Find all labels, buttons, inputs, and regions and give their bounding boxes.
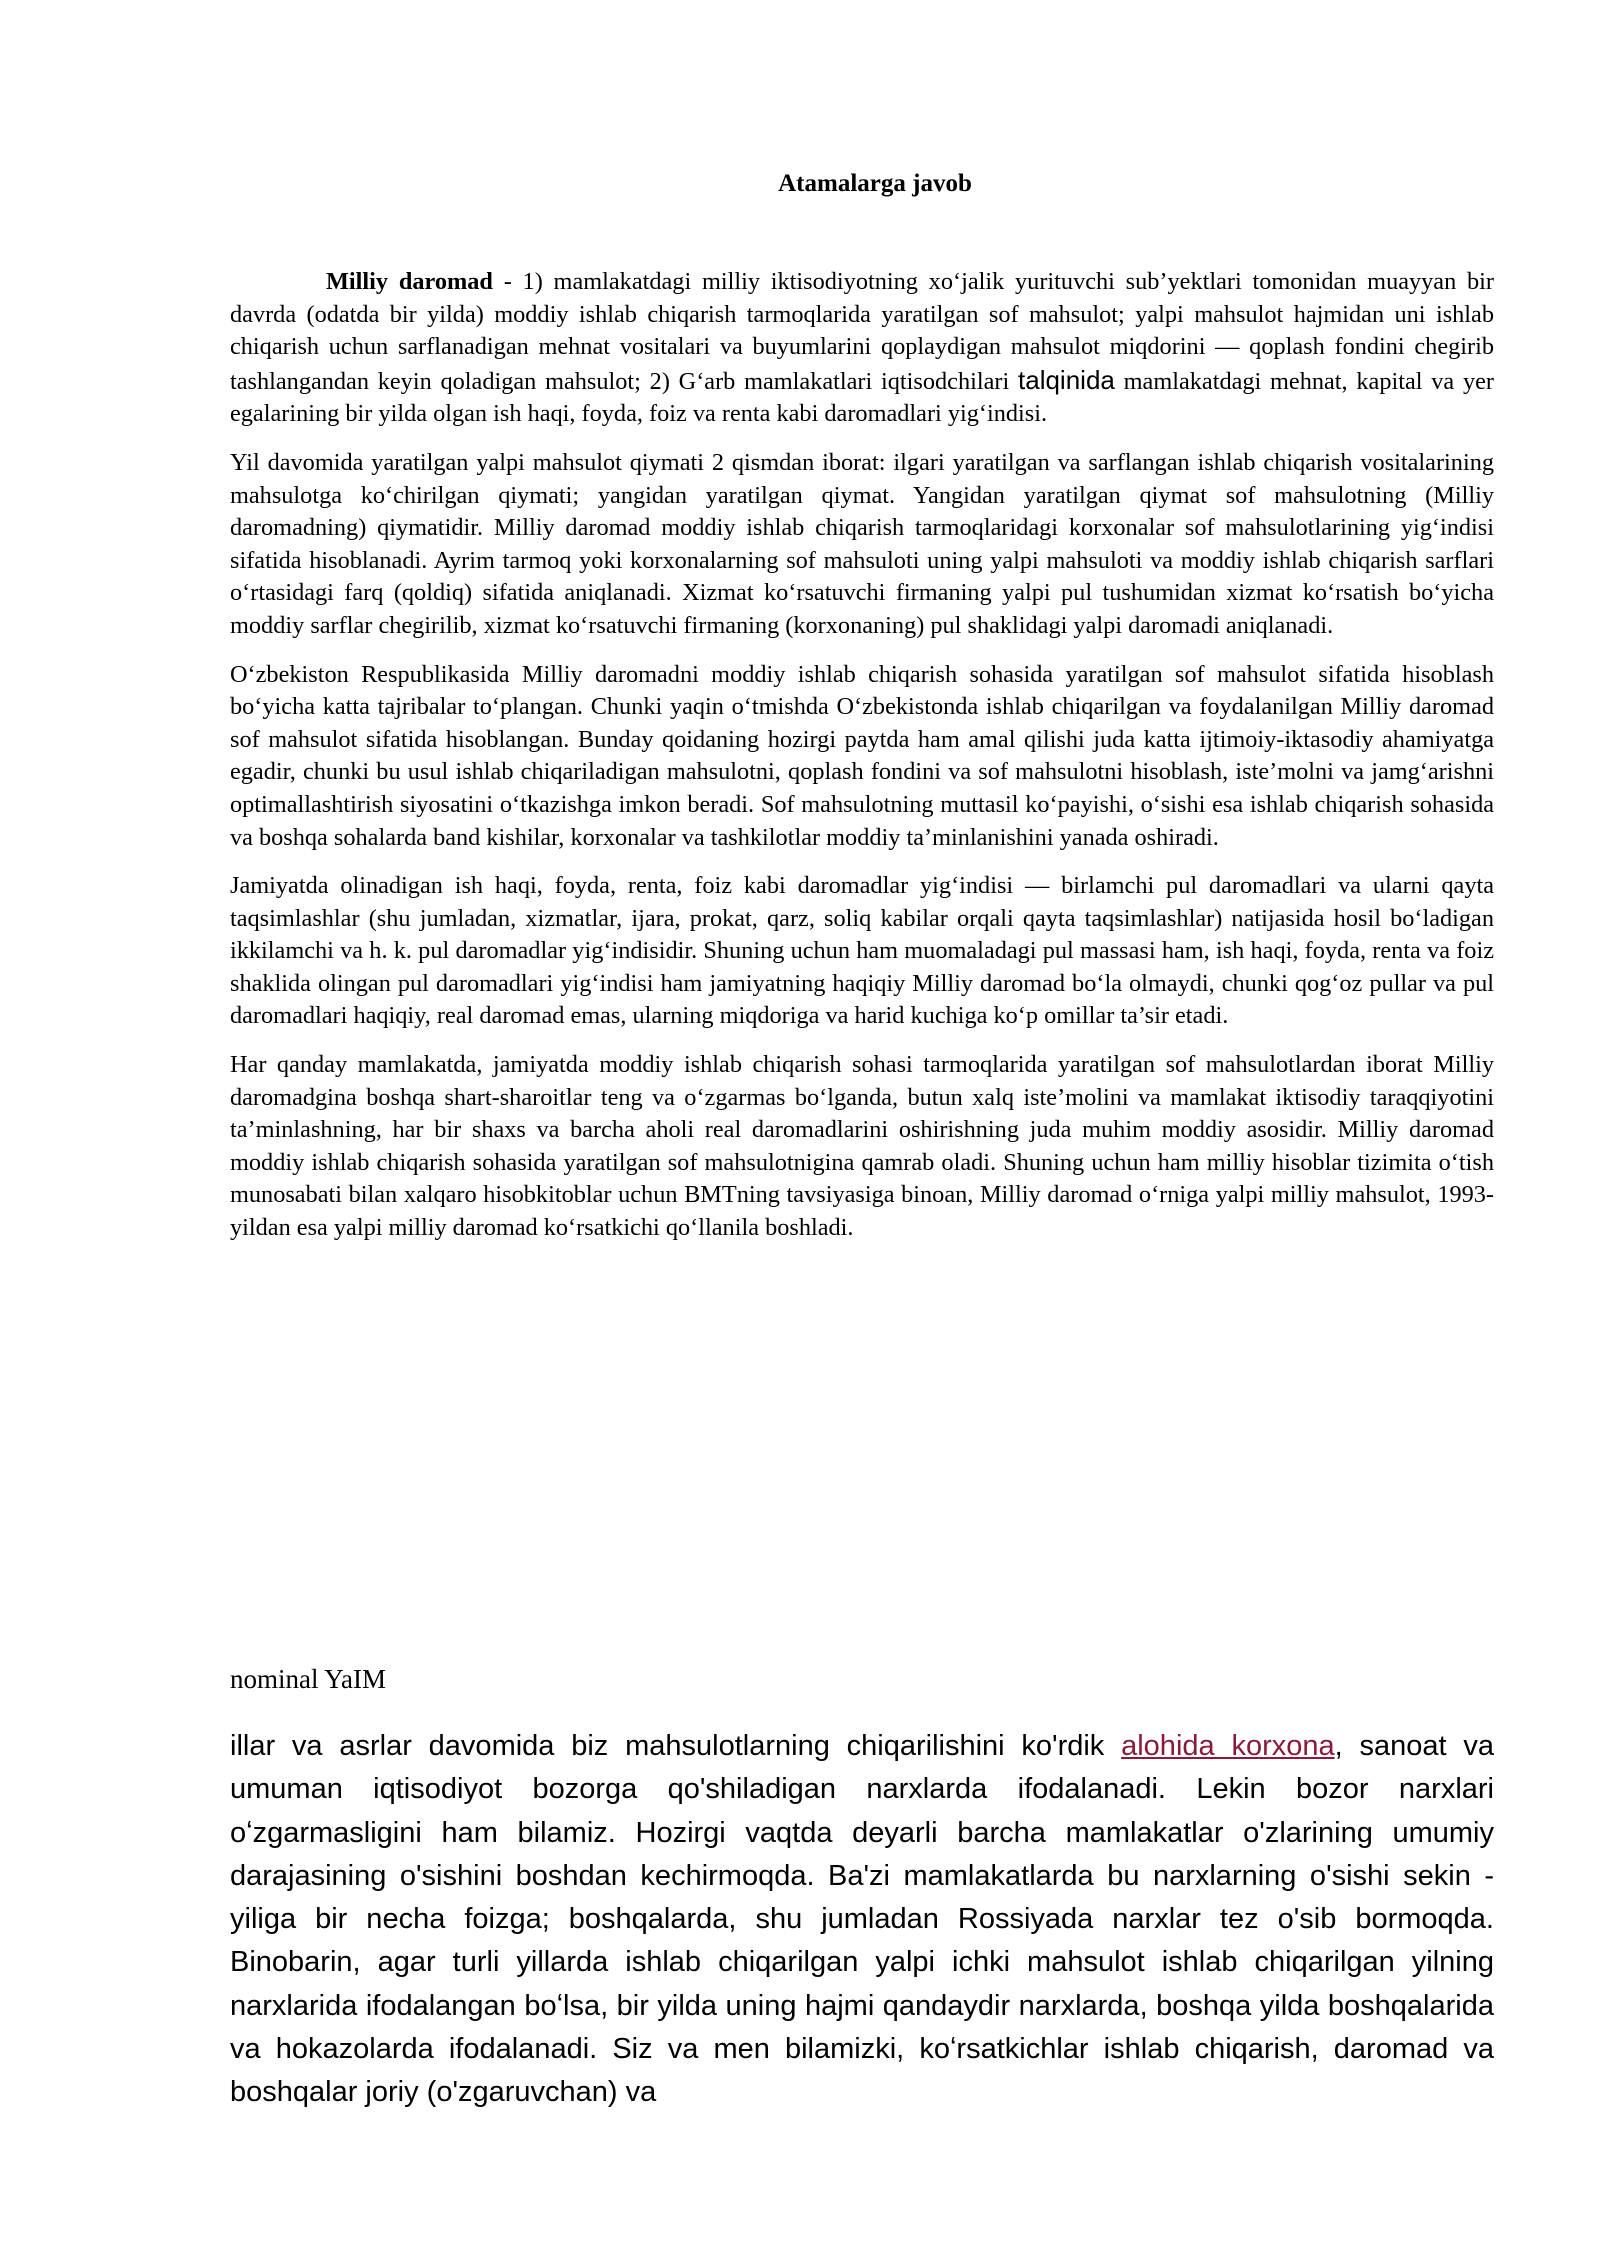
paragraph-3: Oʻzbekiston Respublikasida Milliy daromadni moddiy ishlab chiqarish sohasida yaratilgan sof mahsulot sifatida hisoblash boʻyicha katta tajribalar toʻplangan. Chunki yaqin oʻtmishda Oʻzbekistonda ishlab chiqarilgan va foydalanilgan Milliy daromad sof mahsulot sifatida hisoblangan. Bunday qoidaning hozirgi paytda ham amal qilishi juda katta ijtimoiy-iktasodiy ahamiyatga egadir, chunki bu usul ishlab chiqariladigan mahsulotni, qoplash fondini va sof mahsulotni hisoblash, iste’molni va jamgʻarishni optimallashtirish siyosatini oʻtkazishga imkon beradi. Sof mahsulotning muttasil koʻpayishi, oʻsishi esa ishlab chiqarish sohasida va boshqa sohalarda band kishilar, korxonalar va tashkilotlar moddiy ta’minlanishini yanada oshiradi. bbox=[230, 660, 1494, 851]
section-2-text-b: , sanoat va umuman iqtisodiyot bozorga qo'shiladigan narxlarda ifodalanadi. Lekin bozor narxlari oʻzgarmasligini ham bilamiz. Hozirgi vaqtda deyarli barcha mamlakatlar o'zlarining umumiy darajasining o'sishini boshdan kechirmoqda. Ba'zi mamlakatlarda bu narxlarning o'sishi sekin - yiliga bir necha foizga; boshqalarda, shu jumladan Rossiyada narxlar tez o'sib bormoqda. Binobarin, agar turli yillarda ishlab chiqarilgan yalpi ichki mahsulot ishlab chiqarilgan yilning narxlarida ifodalangan boʻlsa, bir yilda uning hajmi qandaydir narxlarda, boshqa yilda boshqalarida va hokazolarda ifodalanadi. Siz va men bilamizki, koʻrsatkichlar ishlab chiqarish, daromad va boshqalar joriy (o'zgaruvchan) va bbox=[230, 1730, 1494, 2109]
paragraph-1-text-b: mamlakatdagi mehnat, kapital va yer egalarining bir yilda olgan ish haqi, foyda, foiz va renta kabi daromadlari yigʻindisi. bbox=[230, 367, 1494, 428]
paragraph-2: Yil davomida yaratilgan yalpi mahsulot qiymati 2 qismdan iborat: ilgari yaratilgan va sarflangan ishlab chiqarish vositalarining mahsulotga koʻchirilgan qiymati; yangidan yaratilgan qiymat. Yangidan yaratilgan qiymat sof mahsulotning (Milliy daromadning) qiymatidir. Milliy daromad moddiy ishlab chiqarish tarmoqlaridagi korxonalar sof mahsulotlarining yigʻindisi sifatida hisoblanadi. Ayrim tarmoq yoki korxonalarning sof mahsuloti uning yalpi mahsuloti va moddiy ishlab chiqarish sarflari oʻrtasidagi farq (qoldiq) sifatida aniqlanadi. Xizmat koʻrsatuvchi firmaning yalpi pul tushumidan xizmat koʻrsatish boʻyicha moddiy sarflar chegirilib, xizmat koʻrsatuvchi firmaning (korxonaning) pul shaklidagi yalpi daromadi aniqlanadi. bbox=[230, 448, 1494, 639]
defined-term: Milliy daromad bbox=[326, 268, 493, 295]
section-heading-nominal-yaim: nominal YaIM bbox=[230, 1664, 387, 1694]
paragraph-5: Har qanday mamlakatda, jamiyatda moddiy ishlab chiqarish sohasi tarmoqlarida yaratilgan sof mahsulotlardan iborat Milliy daromadgina boshqa shart-sharoitlar teng va oʻzgarmas boʻlganda, butun xalq iste’molini va mamlakat iktisodiy taraqqiyotini ta’minlashning, har bir shaxs va barcha aholi real daromadlarini oshirishning juda muhim moddiy asosidir. Milliy daromad moddiy ishlab chiqarish sohasida yaratilgan sof mahsulotnigina qamrab oladi. Shuning uchun ham milliy hisoblar tizimita oʻtish munosabati bilan xalqaro hisobkitoblar uchun BMTning tavsiyasiga binoan, Milliy daromad oʻrniga yalpi milliy mahsulot, 1993-yildan esa yalpi milliy daromad koʻrsatkichi qoʻllanila boshladi. bbox=[230, 1051, 1494, 1242]
paragraph-1-sans-word: talqinida bbox=[1018, 364, 1115, 395]
section-2-text-a: illar va asrlar davomida biz mahsulotlarning chiqarilishini ko'rdik bbox=[230, 1730, 1122, 1762]
paragraph-1-text-a: - 1) mamlakatdagi milliy iktisodiyotning xoʻjalik yurituvchi sub’yektlari tomonidan muayyan bir davrda (odatda bir yilda) moddiy ishlab chiqarish tarmoqlarida yaratilgan sof mahsulot; yalpi mahsulot hajmidan uni ishlab chiqarish uchun sarflanadigan mehnat vositalari va buyumlarini qoplaydigan mahsulot miqdorini — qoplash fondini chegirib tashlangandan keyin qoladigan mahsulot; 2) Gʻarb mamlakatlari iqtisodchilari bbox=[230, 268, 1494, 395]
paragraph-4: Jamiyatda olinadigan ish haqi, foyda, renta, foiz kabi daromadlar yigʻindisi — birlamchi pul daromadlari va ularni qayta taqsimlashlar (shu jumladan, xizmatlar, ijara, prokat, qarz, soliq kabilar orqali qayta taqsimlashlar) natijasida hosil boʻladigan ikkilamchi va h. k. pul daromadlar yigʻindisidir. Shuning uchun ham muomaladagi pul massasi ham, ish haqi, foyda, renta va foiz shaklida olingan pul daromadlari yigʻindisi ham jamiyatning haqiqiy Milliy daromad boʻla olmaydi, chunki qogʻoz pullar va pul daromadlari haqiqiy, real daromad emas, ularning miqdoriga va harid kuchiga koʻp omillar ta’sir etadi. bbox=[230, 872, 1494, 1030]
section-2-paragraph bbox=[230, 1725, 1494, 2115]
paragraph-1 bbox=[230, 266, 1494, 431]
page-title: Atamalarga javob bbox=[778, 170, 972, 197]
alohida-korxona-link[interactable]: alohida korxona bbox=[1121, 1730, 1335, 1762]
definition-body bbox=[230, 266, 1494, 1261]
